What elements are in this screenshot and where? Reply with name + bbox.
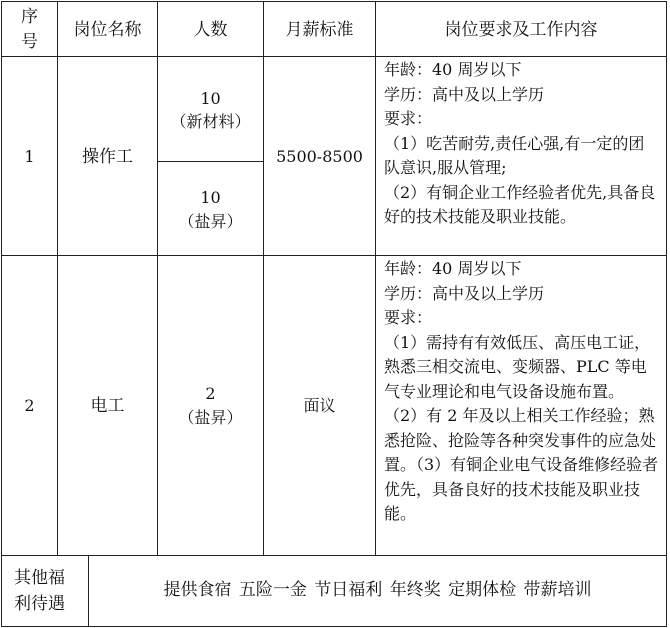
row1-req-item2: （2）有铜企业工作经验者优先,具备良好的技术技能及职业技能。: [384, 182, 656, 226]
row1-req-heading: 要求：: [384, 109, 433, 128]
row1-count-b-cell: [157, 161, 264, 256]
header-cell-title: [57, 1, 158, 57]
row1-req-age: 年龄：40 周岁以下: [384, 60, 522, 79]
row1-salary-cell: [263, 56, 376, 256]
row2-seq: 2: [24, 396, 35, 415]
row2-req-heading: 要求：: [384, 308, 433, 327]
header-title-label: 岗位名称: [73, 20, 142, 40]
row1-count-b-num: 10: [200, 188, 221, 207]
row2-seq-cell: [1, 255, 58, 556]
row1-req-item1: （1）吃苦耐劳,责任心强,有一定的团队意识,服从管理;: [384, 133, 645, 177]
row1-requirements: [384, 58, 660, 230]
row1-salary: 5500-8500: [276, 147, 363, 166]
row2-req-item2: （2）有 2 年及以上相关工作经验；熟悉抢险、抢险等各种突发事件的应急处置。（3）有铜企业电气设备维修经验者优先，具备良好的技术技能及职业技能。: [384, 406, 659, 523]
row2-salary: 面议: [303, 396, 336, 415]
benefits-content-cell: [88, 555, 667, 627]
header-seq-label: 序号: [21, 7, 38, 52]
row1-count-b-note: （盐昇）: [178, 212, 243, 231]
header-cell-count: [157, 1, 264, 57]
row2-req-education: 学历：高中及以上学历: [384, 283, 545, 303]
row1-requirements-cell: [375, 56, 667, 256]
row2-requirements: [384, 257, 660, 527]
row1-title: 操作工: [82, 147, 133, 167]
row2-title: 电工: [90, 396, 125, 416]
row2-title-cell: [57, 255, 158, 556]
header-cell-salary: [263, 1, 376, 57]
row2-count-num: 2: [205, 384, 216, 403]
header-salary-label: 月薪标准: [285, 20, 354, 40]
row2-count-note: （盐昇）: [178, 408, 243, 427]
row2-requirements-cell: [375, 255, 667, 556]
row1-count-a-num: 10: [200, 89, 221, 108]
benefits-label-cell: [1, 555, 89, 627]
row1-seq-cell: [1, 56, 58, 256]
row1-count-a-note: （新材料）: [170, 112, 251, 131]
row1-seq: 1: [24, 147, 35, 166]
header-count-label: 人数: [193, 20, 228, 40]
header-requirements-label: 岗位要求及工作内容: [444, 20, 598, 40]
row2-req-age: 年龄：40 周岁以下: [384, 259, 522, 278]
benefits-content: 提供食宿 五险一金 节日福利 年终奖 定期体检 带薪培训: [163, 580, 592, 600]
benefits-label: 其他福利待遇: [14, 568, 65, 614]
row1-req-education: 学历：高中及以上学历: [384, 84, 545, 104]
row2-salary-cell: [263, 255, 376, 556]
row1-count-a-cell: [157, 56, 264, 162]
row2-req-item1: （1）需持有有效低压、高压电工证，熟悉三相交流电、变频器、PLC 等电气专业理论和电气设备设施布置。: [384, 332, 651, 401]
header-cell-seq: [1, 1, 58, 57]
row2-count-cell: [157, 255, 264, 556]
header-cell-requirements: [375, 1, 667, 57]
row1-title-cell: [57, 56, 158, 256]
